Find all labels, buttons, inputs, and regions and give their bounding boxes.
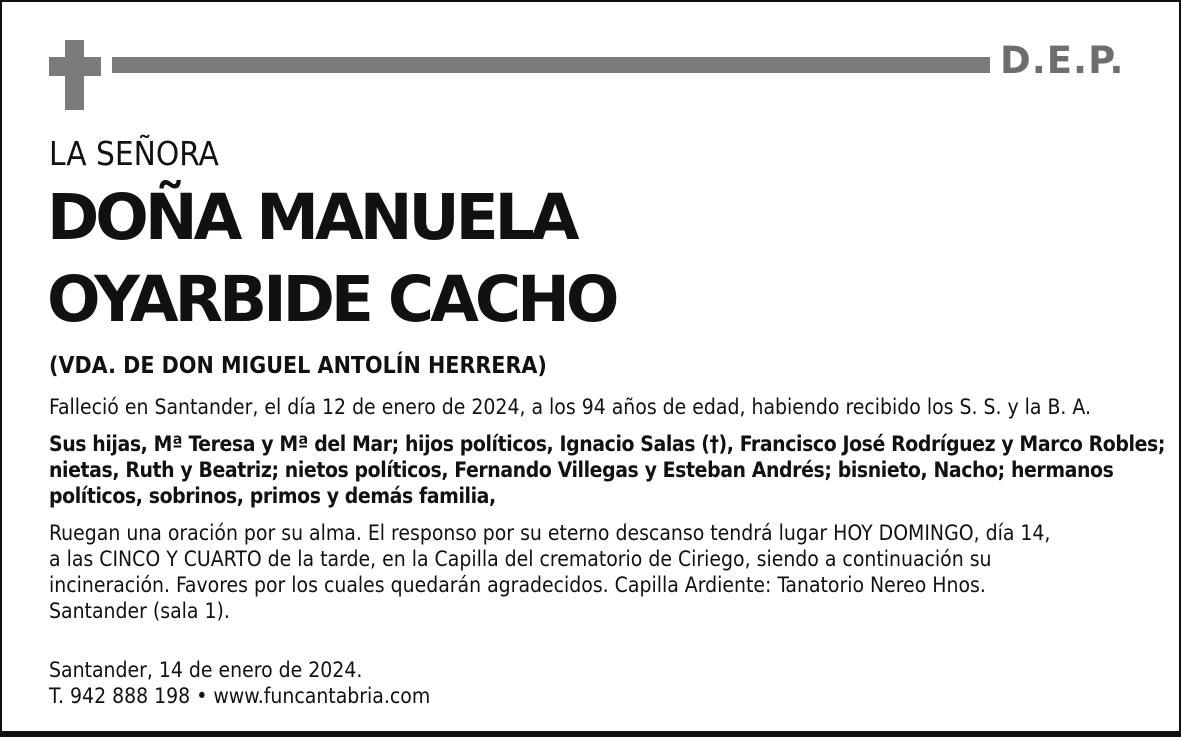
cross-horizontal-bar <box>49 57 101 76</box>
deceased-name-line-1: DOÑA MANUELA <box>47 181 576 254</box>
honorific-title: LA SEÑORA <box>49 134 219 173</box>
cross-icon <box>49 40 101 110</box>
death-notice-text: Falleció en Santander, el día 12 de enero de 2024, a los 94 años de edad, habiendo recibido los S. S. y la B. A. <box>49 395 1091 419</box>
ceremony-line: Santander (sala 1). <box>49 599 230 623</box>
footer-block <box>49 657 1159 709</box>
ceremony-line: a las CINCO Y CUARTO de la tarde, en la Capilla del crematorio de Ciriego, siendo a continuación su <box>49 547 992 571</box>
footer-date: Santander, 14 de enero de 2024. <box>49 658 363 682</box>
death-notice-paragraph <box>49 394 1159 420</box>
widow-subtitle: (VDA. DE DON MIGUEL ANTOLÍN HERRERA) <box>49 353 547 379</box>
ceremony-line: incineración. Favores por los cuales quedarán agradecidos. Capilla Ardiente: Tanatorio Nereo Hnos. <box>49 573 986 597</box>
dep-label: D.E.P. <box>1000 39 1125 82</box>
deceased-name-line-2: OYARBIDE CACHO <box>47 263 616 336</box>
header-rule <box>112 57 990 73</box>
family-line: políticos, sobrinos, primos y demás familia, <box>49 484 496 508</box>
footer-contact: T. 942 888 198 • www.funcantabria.com <box>49 684 431 708</box>
ceremony-paragraph <box>49 520 1159 624</box>
family-line: Sus hijas, Mª Teresa y Mª del Mar; hijos políticos, Ignacio Salas (†), Francisco José Rodríguez y Marco Robles; <box>49 432 1165 456</box>
family-paragraph <box>49 431 1165 509</box>
family-line: nietas, Ruth y Beatriz; nietos políticos, Fernando Villegas y Esteban Andrés; bisnieto, Nacho; hermanos <box>49 458 1114 482</box>
ceremony-line: Ruegan una oración por su alma. El responso por su eterno descanso tendrá lugar HOY DOMINGO, día 14, <box>49 521 1051 545</box>
